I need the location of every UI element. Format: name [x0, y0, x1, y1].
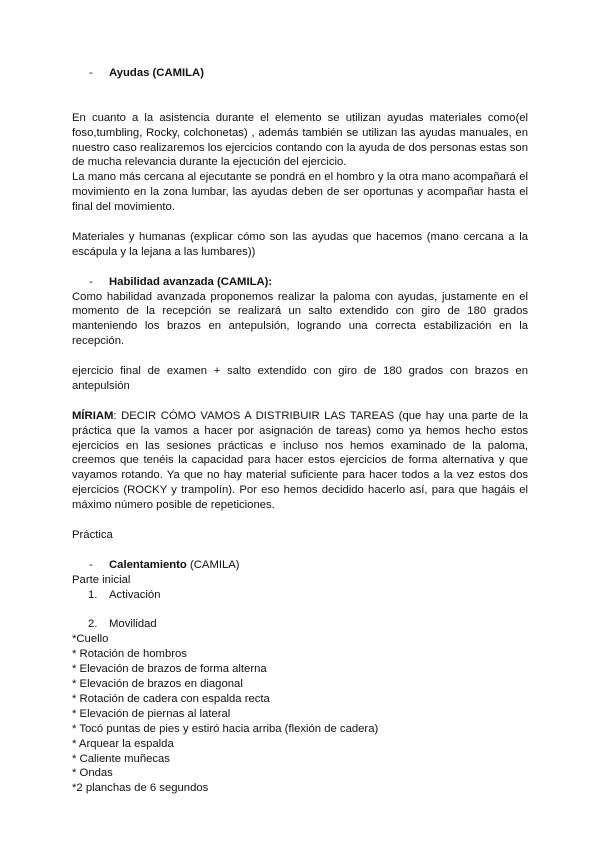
parte-inicial-label: Parte inicial: [72, 573, 131, 586]
paragraph-miriam-text: : DECIR CÓMO VAMOS A DISTRIBUIR LAS TAREAS (que hay una parte de la práctica que la vamos a hacer por asignación de tareas) como ya hemos hecho estos ejercicios en las sesiones prácticas e incluso nos hemos examinado de la paloma, creemos que tenéis la capacidad para hacer estos ejercicios de forma alternativa y que vayamos rotando. Ya que no hay material suficiente para hacer todos a la vez estos dos ejercicios (ROCKY y trampolín). Por eso hemos decidido hacerlo así, para que hagáis el máximo número posible de repeticiones.: [72, 409, 528, 512]
list-item: * Elevación de brazos de forma alterna: [72, 663, 267, 676]
item-text: Movilidad: [109, 618, 157, 631]
heading-text-rest: (CAMILA): [186, 558, 240, 571]
list-item: * Tocó puntas de pies y estiró hacia arriba (flexión de cadera): [72, 722, 379, 735]
item-number: 1.: [88, 588, 98, 601]
paragraph-habilidad-2: ejercicio final de examen + salto extendido con giro de 180 grados con brazos en antepulsión: [72, 365, 528, 392]
paragraph-miriam: [72, 409, 528, 513]
paragraph-ayudas-3: Materiales y humanas (explicar cómo son las ayudas que hacemos (mano cercana a la escápula y la lejana a las lumbares)): [72, 230, 528, 258]
list-item: *Cuello: [72, 633, 109, 646]
list-item: * Arquear la espalda: [72, 737, 174, 750]
item-number: 2.: [88, 618, 98, 631]
paragraph-ayudas-1: En cuanto a la asistencia durante el elemento se utilizan ayudas materiales como(el foso,tumbling, Rocky, colchonetas) , además también se utilizan las ayudas manuales, en nuestro caso realizaremos los ejercicios contando con la ayuda de dos personas estas son de mucha relevancia durante la ejecución del ejercicio.: [72, 111, 528, 169]
list-item: *2 planchas de 6 segundos: [72, 782, 209, 795]
numbered-item-movilidad: [72, 617, 528, 632]
section-heading-habilidad: [72, 275, 528, 290]
author-name: MÍRIAM: [72, 409, 114, 422]
numbered-item-activacion: [72, 588, 528, 603]
list-item: * Caliente muñecas: [72, 752, 170, 765]
list-item: * Rotación de hombros: [72, 648, 187, 661]
list-item: * Rotación de cadera con espalda recta: [72, 692, 270, 705]
list-item: * Ondas: [72, 767, 113, 780]
list-item: * Elevación de brazos en diagonal: [72, 678, 243, 691]
heading-text-bold: Calentamiento: [109, 558, 187, 571]
section-heading-ayudas: [72, 66, 528, 81]
paragraph-ayudas-2: La mano más cercana al ejecutante se pondrá en el hombro y la otra mano acompañará el movimiento en la zona lumbar, las ayudas deben de ser oportunas y acompañar hasta el final del movimiento.: [72, 171, 528, 214]
paragraph-habilidad-1: Como habilidad avanzada proponemos realizar la paloma con ayudas, justamente en el momento de la recepción se realizará un salto extendido con giro de 180 grados manteniendo los brazos en antepulsión, logrando una correcta estabilización en la recepción.: [72, 290, 528, 348]
heading-text: Ayudas (CAMILA): [109, 67, 204, 79]
document-page: [72, 66, 528, 796]
heading-text: Habilidad avanzada (CAMILA):: [109, 275, 273, 288]
list-item: * Elevación de piernas al lateral: [72, 707, 231, 720]
bullet-dash: -: [89, 275, 93, 288]
bullet-dash: -: [89, 67, 93, 79]
bullet-dash: -: [89, 558, 93, 571]
item-text: Activación: [109, 588, 161, 601]
section-heading-calentamiento: [72, 558, 528, 573]
practica-label: Práctica: [72, 528, 113, 541]
